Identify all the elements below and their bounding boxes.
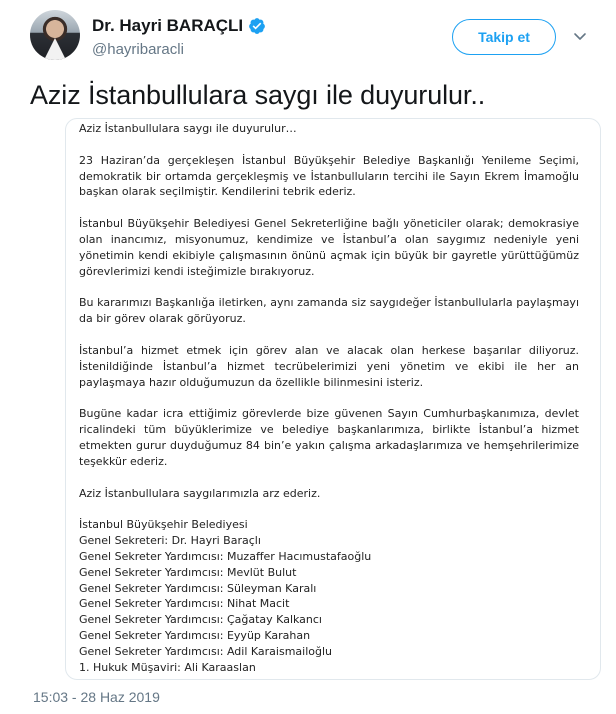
statement-document (79, 121, 579, 675)
signature-line: Genel Sekreter Yardımcısı: Eyyüp Karahan (79, 628, 311, 642)
doc-paragraph: İstanbul’a hizmet etmek için görev alan ve alacak olan herkese başarılar diliyoruz. İstenildiğinde İstanbul’a hizmet tecrübelerimizi yeni yönetim ve ekibi ile her an paylaşmaya hazır olduğumuzun da özellikle bilinmesini isteriz. (79, 343, 579, 389)
tweet-text: Aziz İstanbullulara saygı ile duyurulur.. (30, 80, 486, 110)
signature-line: Genel Sekreter Yardımcısı: Adil Karaismailoğlu (79, 644, 333, 658)
doc-closing: Aziz İstanbullulara saygılarımızla arz ederiz. (79, 486, 321, 500)
verified-badge-icon (248, 17, 266, 35)
author-name-row[interactable] (92, 16, 266, 36)
tweet-header (0, 0, 616, 76)
doc-paragraph: 23 Haziran’da gerçekleşen İstanbul Büyükşehir Belediye Başkanlığı Yenileme Seçimi, demokratik bir ortamda gerçekleşmiş ve İstanbulluların tercihi ile Sayın Ekrem İmamoğlu başkan olarak seçilmiştir. Kendilerini tebrik ederiz. (79, 153, 579, 199)
doc-opening: Aziz İstanbullulara saygı ile duyurulur… (79, 122, 297, 135)
author-handle[interactable]: @hayribaracli (92, 41, 184, 58)
signature-line: Genel Sekreter Yardımcısı: Süleyman Karalı (79, 581, 317, 595)
signature-line: İstanbul Büyükşehir Belediyesi (79, 518, 248, 532)
author-display-name[interactable]: Dr. Hayri BARAÇLI (92, 16, 244, 35)
doc-paragraph: İstanbul Büyükşehir Belediyesi Genel Sekreterliğine bağlı yöneticiler olarak; demokrasiye olan inancımız, misyonumuz, kendimize ve İstanbul’a olan saygımız nedeniyle yeni yönetimin kendi ekibiyle çalışmasının önünü açmak için büyük bir gayretle yürüttüğümüz görevlerimizi kendi isteğimizle bırakıyoruz. (79, 217, 579, 278)
doc-paragraph: Bugüne kadar icra ettiğimiz görevlerde bize güvenen Sayın Cumhurbaşkanımıza, devlet ricalindeki tüm büyüklerimize ve belediye başkanlarımıza, birlikte İstanbul’a hizmet etmekten gurur duyduğumuz 84 bin’e yakın çalışma arkadaşlarımıza ve hemşehrilerimize teşekkür ederiz. (79, 407, 579, 468)
signature-line: Genel Sekreter Yardımcısı: Muzaffer Hacımustafaoğlu (79, 549, 372, 563)
follow-button[interactable]: Takip et (452, 19, 556, 55)
signature-line: 1. Hukuk Müşaviri: Ali Karaaslan (79, 660, 256, 674)
signature-line: Genel Sekreter Yardımcısı: Nihat Macit (79, 597, 290, 611)
signature-line: Genel Sekreter Yardımcısı: Mevlüt Bulut (79, 565, 297, 579)
signature-line: Genel Sekreteri: Dr. Hayri Baraçlı (79, 534, 261, 548)
doc-paragraph: Bu kararımızı Başkanlığa iletirken, aynı zamanda siz saygıdeğer İstanbullularla paylaşmayı da bir görev olarak görüyoruz. (79, 296, 579, 326)
tweet-timestamp[interactable]: 15:03 - 28 Haz 2019 (33, 689, 160, 705)
chevron-down-icon[interactable] (572, 28, 588, 44)
author-avatar[interactable] (30, 10, 80, 60)
signature-line: Genel Sekreter Yardımcısı: Çağatay Kalkancı (79, 613, 322, 627)
tweet-image[interactable] (65, 118, 601, 680)
